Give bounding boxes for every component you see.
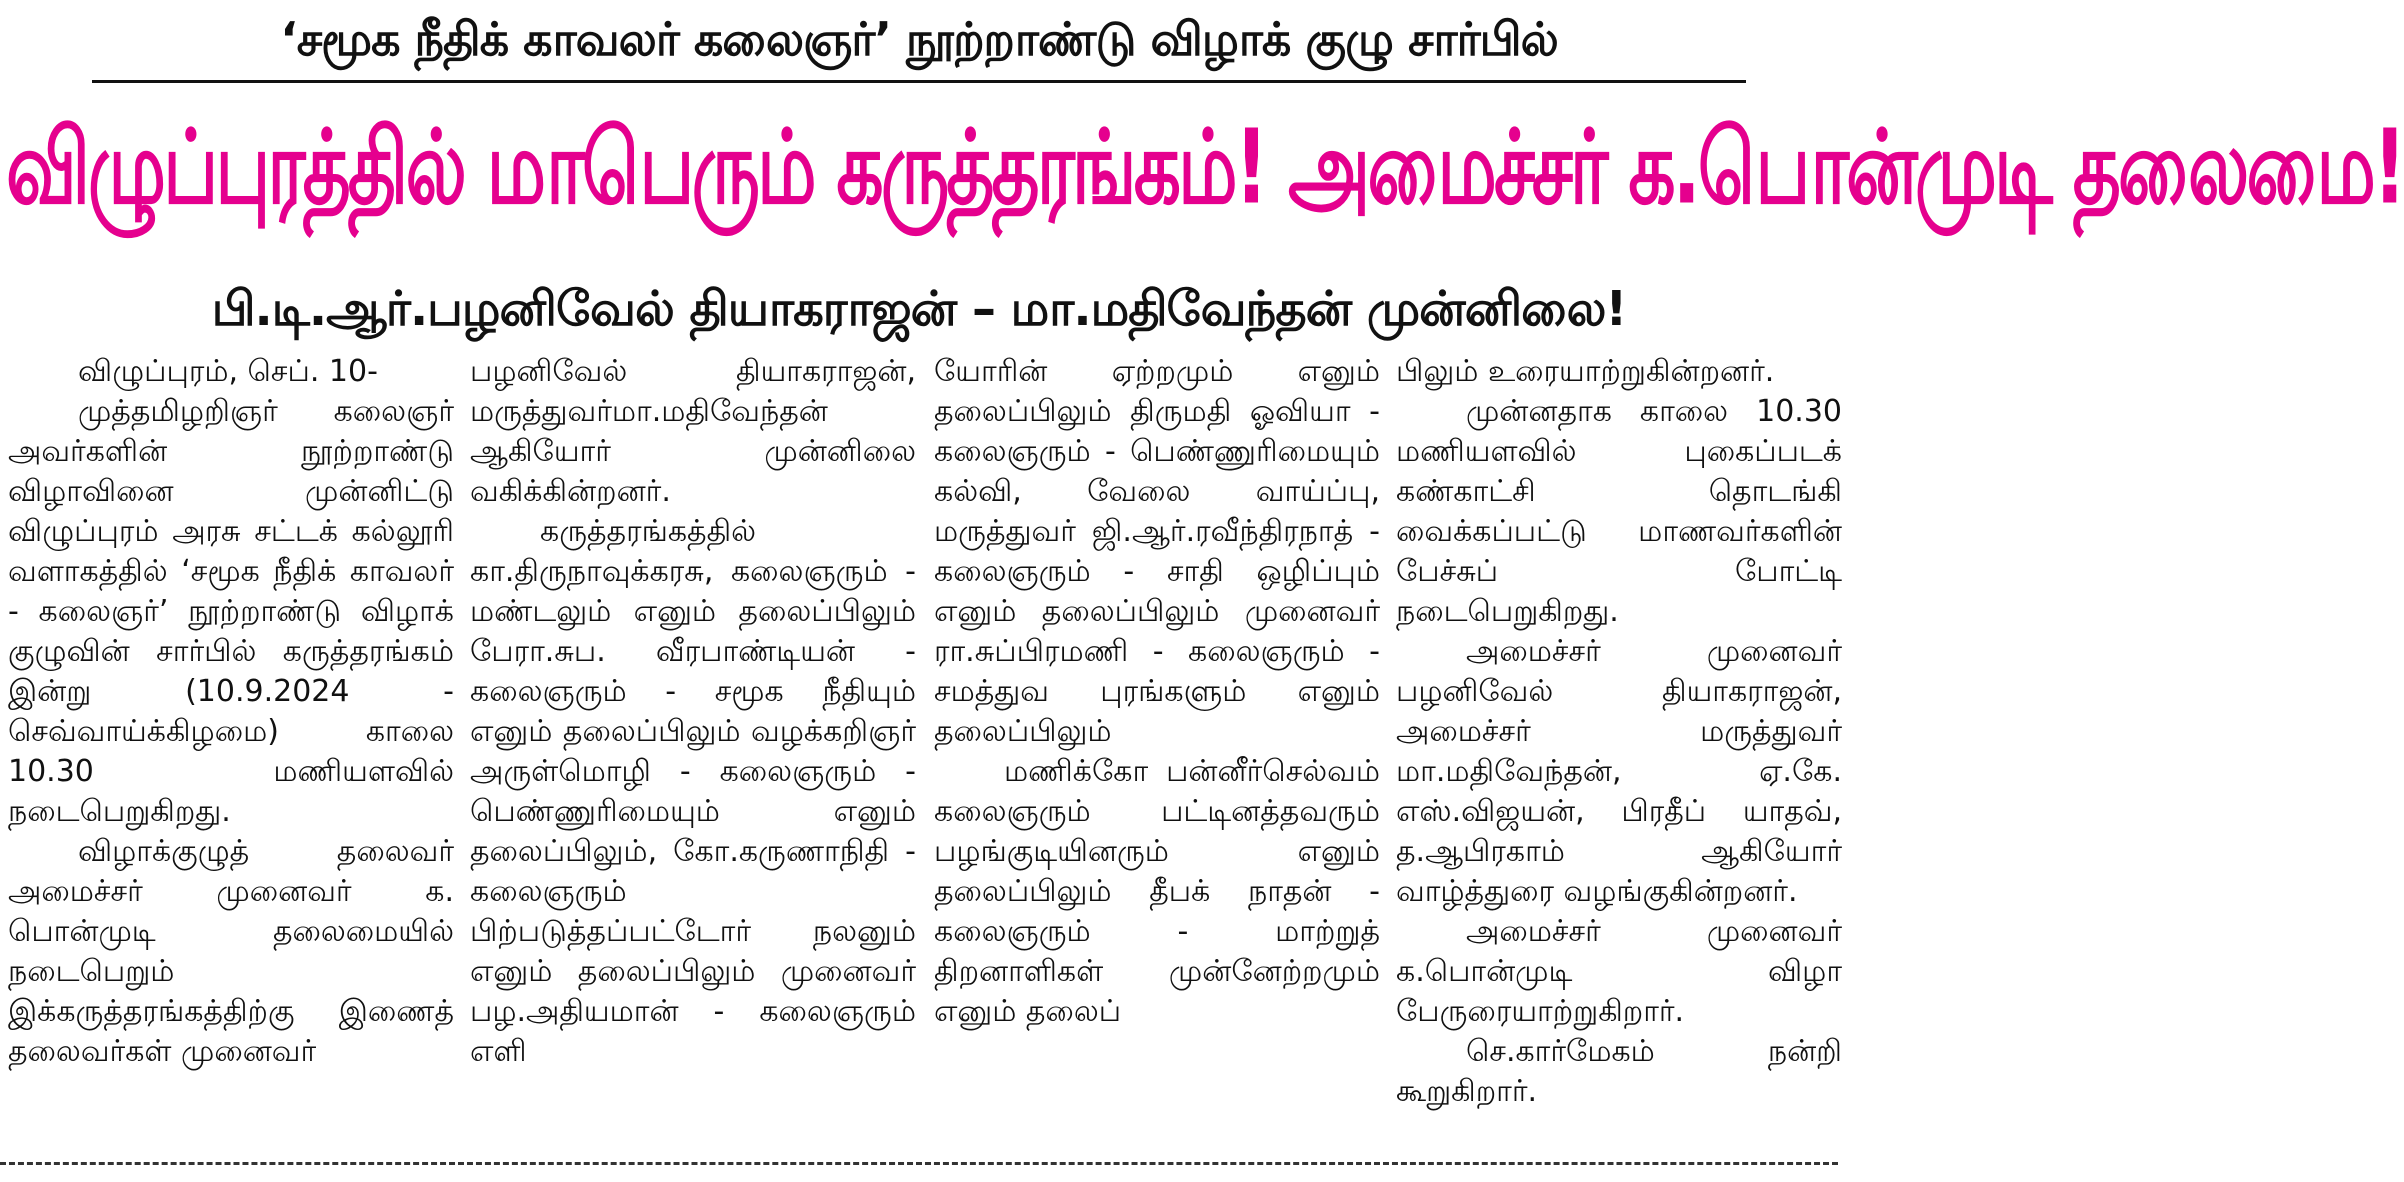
article-paragraph: யோரின் ஏற்றமும் எனும் தலைப்பிலும் திருமதி ஓவியா - கலைஞரும் - பெண்ணுரிமையும் கல்வி, வேலை வாய்ப்பு, மருத்துவர் ஜி.ஆர்.ரவீந்திரநாத் - கலைஞரும் - சாதி ஒழிப்பும் எனும் தலைப்பிலும் முனைவர் ரா.சுப்பிரமணி - கலைஞரும் - சமத்துவ புரங்களும் எனும் தலைப்பிலும் [934, 354, 1380, 749]
kicker-line: ‘சமூக நீதிக் காவலர் கலைஞர்’ நூற்றாண்டு விழாக் குழு சார்பில் [280, 12, 1558, 66]
bottom-dashed-divider [0, 1162, 1838, 1165]
subheadline: பி.டி.ஆர்.பழனிவேல் தியாகராஜன் – மா.மதிவேந்தன் முன்னிலை! [211, 281, 1627, 337]
article-column-2 [470, 352, 916, 1160]
article-dateline: விழுப்புரம், செப். 10- [78, 354, 378, 389]
article-paragraph: கருத்தரங்கத்தில் கா.திருநாவுக்கரசு, கலைஞரும் - மண்டலும் எனும் தலைப்பிலும் பேரா.சுப. வீரபாண்டியன் - கலைஞரும் - சமூக நீதியும் எனும் தலைப்பிலும் வழக்கறிஞர் அருள்மொழி - கலைஞரும் - பெண்ணுரிமையும் எனும் தலைப்பிலும், கோ.கருணாநிதி - கலைஞரும் பிற்படுத்தப்பட்டோர் நலனும் எனும் தலைப்பிலும் முனைவர் பழ.அதியமான் - கலைஞரும் எளி [470, 514, 916, 1069]
article-column-1 [8, 352, 454, 1160]
article-column-3 [934, 352, 1380, 1160]
article-paragraph: அமைச்சர் முனைவர் பழனிவேல் தியாகராஜன், அமைச்சர் மருத்துவர் மா.மதிவேந்தன், ஏ.கே. எஸ்.விஜயன், பிரதீப் யாதவ், த.ஆபிரகாம் ஆகியோர் வாழ்த்துரை வழங்குகின்றனர். [1396, 634, 1842, 909]
article-paragraph: பழனிவேல் தியாகராஜன், மருத்துவர்மா.மதிவேந்தன் ஆகியோர் முன்னிலை வகிக்கின்றனர். [470, 354, 916, 509]
article-paragraph: அமைச்சர் முனைவர் க.பொன்முடி விழா பேருரையாற்றுகிறார். [1396, 914, 1842, 1029]
article-paragraph: பிலும் உரையாற்றுகின்றனர். [1396, 354, 1775, 389]
article-paragraph: செ.கார்மேகம் நன்றி கூறுகிறார். [1396, 1034, 1842, 1109]
article-paragraph: மணிக்கோ பன்னீர்செல்வம் கலைஞரும் பட்டினத்தவரும் பழங்குடியினரும் எனும் தலைப்பிலும் தீபக் நாதன் - கலைஞரும் - மாற்றுத் திறனாளிகள் முன்னேற்றமும் எனும் தலைப் [934, 754, 1380, 1029]
headline: விழுப்புரத்தில் மாபெரும் கருத்தரங்கம்! அமைச்சர் க.பொன்முடி தலைமை! [6, 108, 2404, 228]
article-paragraph: விழாக்குழுத் தலைவர் அமைச்சர் முனைவர் க. பொன்முடி தலைமையில் நடைபெறும் இக்கருத்தரங்கத்திற்கு இணைத் தலைவர்கள் முனைவர் [8, 834, 454, 1069]
article-paragraph: முத்தமிழறிஞர் கலைஞர் அவர்களின் நூற்றாண்டு விழாவினை முன்னிட்டு விழுப்புரம் அரசு சட்டக் கல்லூரி வளாகத்தில் ‘சமூக நீதிக் காவலர் - கலைஞர்’ நூற்றாண்டு விழாக் குழுவின் சார்பில் கருத்தரங்கம் இன்று (10.9.2024 - செவ்வாய்க்கிழமை) காலை 10.30 மணியளவில் நடைபெறுகிறது. [8, 394, 454, 829]
article-column-4 [1396, 352, 1842, 1160]
article-body [8, 352, 1842, 1160]
article-paragraph: முன்னதாக காலை 10.30 மணியளவில் புகைப்படக் கண்காட்சி தொடங்கி வைக்கப்பட்டு மாணவர்களின் பேச்சுப் போட்டி நடைபெறுகிறது. [1396, 394, 1842, 629]
